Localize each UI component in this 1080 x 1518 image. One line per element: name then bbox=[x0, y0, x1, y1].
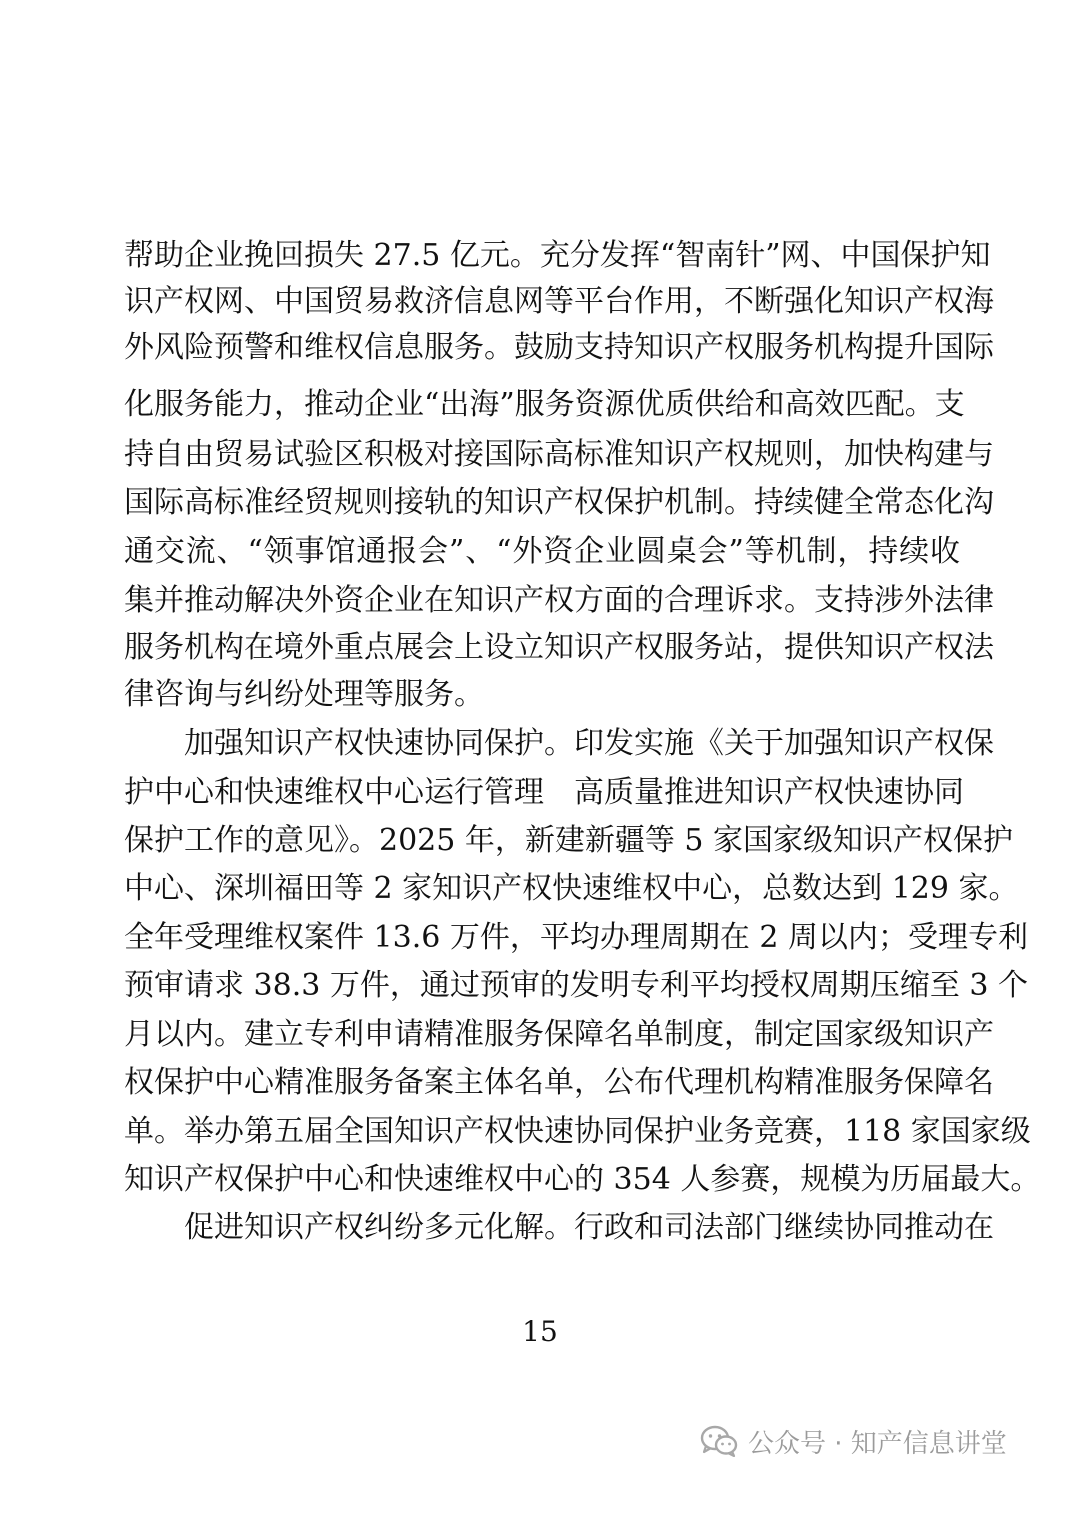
paragraph-start-line: 加强知识产权快速协同保护。印发实施《关于加强知识产权保 bbox=[184, 726, 994, 761]
watermark-text: 公众号 · 知产信息讲堂 bbox=[748, 1428, 1007, 1459]
text-line: 中心、深圳福田等 2 家知识产权快速维权中心，总数达到 129 家。 bbox=[124, 871, 1019, 906]
wechat-icon bbox=[700, 1425, 738, 1457]
text-line: 权保护中心精准服务备案主体名单，公布代理机构精准服务保障名 bbox=[124, 1065, 994, 1100]
text-line: 月以内。建立专利申请精准服务保障名单制度，制定国家级知识产 bbox=[124, 1017, 994, 1052]
text-line: 识产权网、中国贸易救济信息网等平台作用，不断强化知识产权海 bbox=[124, 284, 994, 319]
text-line: 通交流、“领事馆通报会”、“外资企业圆桌会”等机制，持续收 bbox=[124, 534, 960, 569]
text-line: 知识产权保护中心和快速维权中心的 354 人参赛，规模为历届最大。 bbox=[124, 1162, 1041, 1197]
text-line: 律咨询与纠纷处理等服务。 bbox=[124, 677, 484, 712]
text-line: 服务机构在境外重点展会上设立知识产权服务站，提供知识产权法 bbox=[124, 630, 994, 665]
text-line: 持自由贸易试验区积极对接国际高标准知识产权规则，加快构建与 bbox=[124, 437, 994, 472]
text-line: 护中心和快速维权中心运行管理 高质量推进知识产权快速协同 bbox=[124, 775, 964, 810]
text-line: 外风险预警和维权信息服务。鼓励支持知识产权服务机构提升国际 bbox=[124, 330, 994, 365]
text-line: 预审请求 38.3 万件，通过预审的发明专利平均授权周期压缩至 3 个 bbox=[124, 968, 1029, 1003]
page-number: 15 bbox=[522, 1315, 558, 1348]
paragraph-start-line: 促进知识产权纠纷多元化解。行政和司法部门继续协同推动在 bbox=[184, 1210, 994, 1245]
watermark bbox=[700, 1418, 1007, 1464]
text-line: 单。举办第五届全国知识产权快速协同保护业务竞赛，118 家国家级 bbox=[124, 1114, 1031, 1149]
text-line: 保护工作的意见》。2025 年，新建新疆等 5 家国家级知识产权保护 bbox=[124, 823, 1014, 858]
text-line: 集并推动解决外资企业在知识产权方面的合理诉求。支持涉外法律 bbox=[124, 583, 994, 618]
text-line: 全年受理维权案件 13.6 万件，平均办理周期在 2 周以内；受理专利 bbox=[124, 920, 1029, 955]
text-line: 国际高标准经贸规则接轨的知识产权保护机制。持续健全常态化沟 bbox=[124, 485, 994, 520]
text-line: 帮助企业挽回损失 27.5 亿元。充分发挥“智南针”网、中国保护知 bbox=[124, 238, 991, 273]
text-line: 化服务能力，推动企业“出海”服务资源优质供给和高效匹配。支 bbox=[124, 387, 965, 422]
